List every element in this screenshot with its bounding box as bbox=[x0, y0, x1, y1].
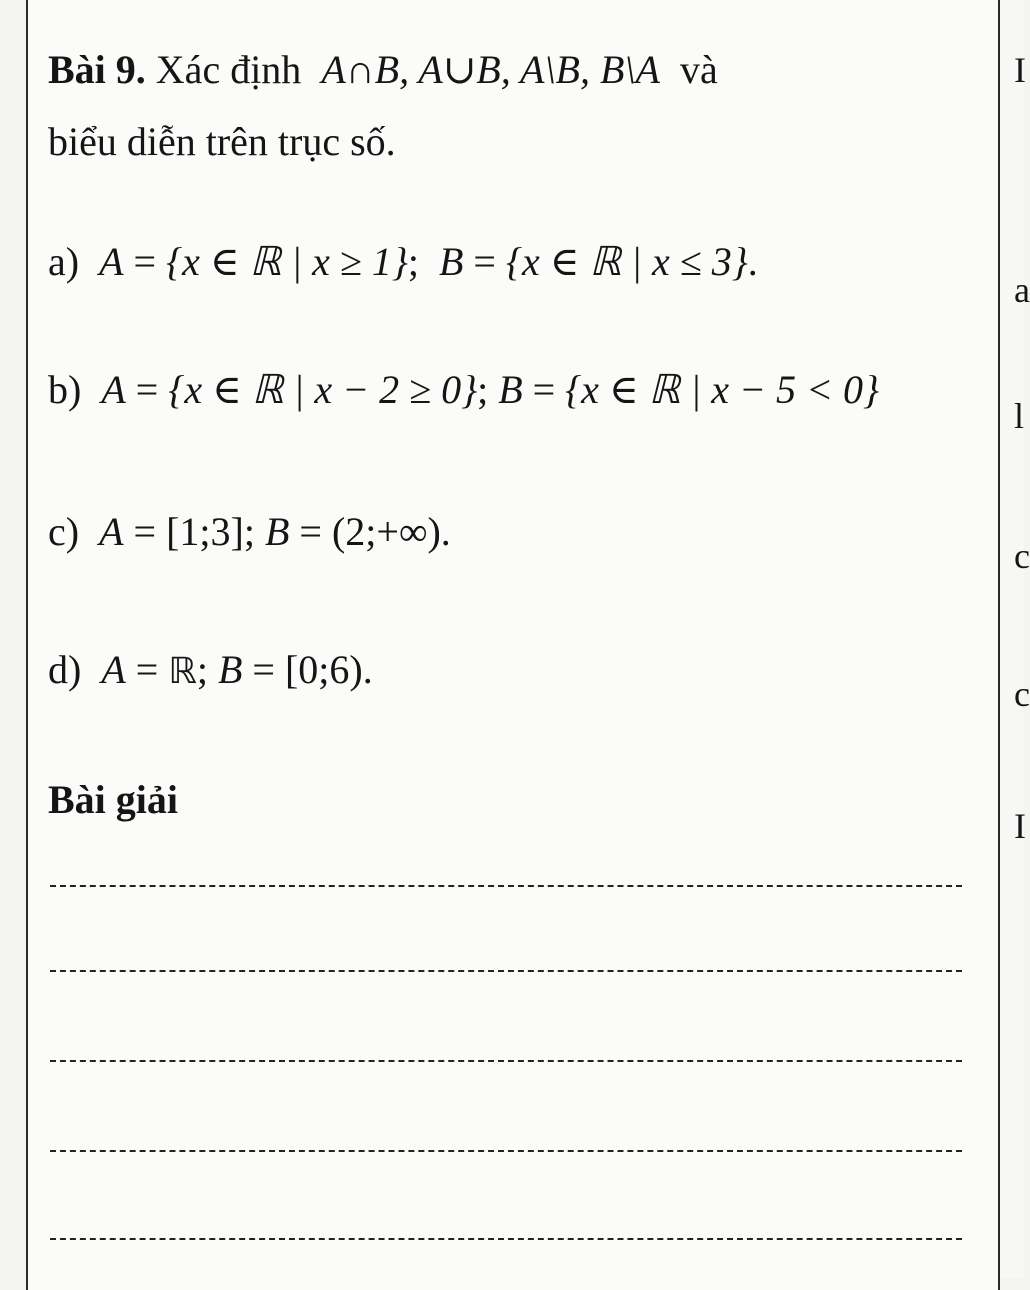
problem-header bbox=[48, 47, 718, 92]
set-a-definition: [1;3] bbox=[166, 509, 244, 554]
adjacent-fragment: l bbox=[1014, 396, 1025, 436]
item-separator: ; bbox=[243, 509, 255, 554]
solution-title: Bài giải bbox=[48, 777, 179, 822]
item-a: a) A = {x ∈ ℝ | x ≥ 1}; B = {x ∈ ℝ | x ≤ 3}. bbox=[48, 239, 758, 284]
item-label: d) bbox=[48, 647, 82, 692]
item-b: b) A = {x ∈ ℝ | x − 2 ≥ 0}; B = {x ∈ ℝ | x − 5 < 0} bbox=[48, 367, 879, 412]
answer-line[interactable] bbox=[50, 1060, 962, 1062]
item-label: a) bbox=[48, 239, 80, 284]
item-label: b) bbox=[48, 367, 82, 412]
worksheet-page bbox=[26, 0, 1000, 1290]
adjacent-fragment: c bbox=[1014, 536, 1030, 576]
set-b-definition: (2;+∞) bbox=[331, 509, 441, 554]
answer-line[interactable] bbox=[50, 885, 962, 887]
item-separator: ; bbox=[477, 367, 489, 412]
item-separator: ; bbox=[196, 647, 208, 692]
item-d: d) A = ℝ; B = [0;6). bbox=[48, 647, 373, 692]
set-a-definition: ℝ bbox=[168, 651, 197, 692]
set-operations: A∩B, A∪B, A\B, B\A bbox=[321, 47, 660, 92]
instruction-conjunction: và bbox=[679, 47, 718, 92]
item-end: . bbox=[362, 647, 373, 692]
adjacent-fragment: c bbox=[1014, 674, 1030, 714]
problem-instruction-line2: biểu diễn trên trục số. bbox=[48, 119, 396, 164]
answer-line[interactable] bbox=[50, 1150, 962, 1152]
adjacent-fragment: I bbox=[1014, 50, 1026, 90]
problem-label: Bài 9. bbox=[48, 47, 146, 92]
adjacent-page-edge bbox=[1000, 0, 1030, 1278]
set-a-definition: {x ∈ ℝ | x − 2 ≥ 0} bbox=[168, 367, 478, 412]
item-c: c) A = [1;3]; B = (2;+∞). bbox=[48, 509, 451, 554]
item-label: c) bbox=[48, 509, 80, 554]
answer-line[interactable] bbox=[50, 970, 962, 972]
adjacent-fragment: I bbox=[1014, 806, 1026, 846]
adjacent-fragment: a bbox=[1014, 270, 1030, 310]
item-end: . bbox=[747, 239, 758, 284]
answer-line[interactable] bbox=[50, 1238, 962, 1240]
set-b-definition: [0;6) bbox=[284, 647, 363, 692]
item-separator: ; bbox=[407, 239, 419, 284]
set-b-definition: {x ∈ ℝ | x − 5 < 0} bbox=[565, 367, 879, 412]
problem-instruction: Xác định bbox=[155, 47, 302, 92]
set-a-definition: {x ∈ ℝ | x ≥ 1} bbox=[166, 239, 408, 284]
item-end: . bbox=[440, 509, 451, 554]
set-b-definition: {x ∈ ℝ | x ≤ 3} bbox=[505, 239, 748, 284]
